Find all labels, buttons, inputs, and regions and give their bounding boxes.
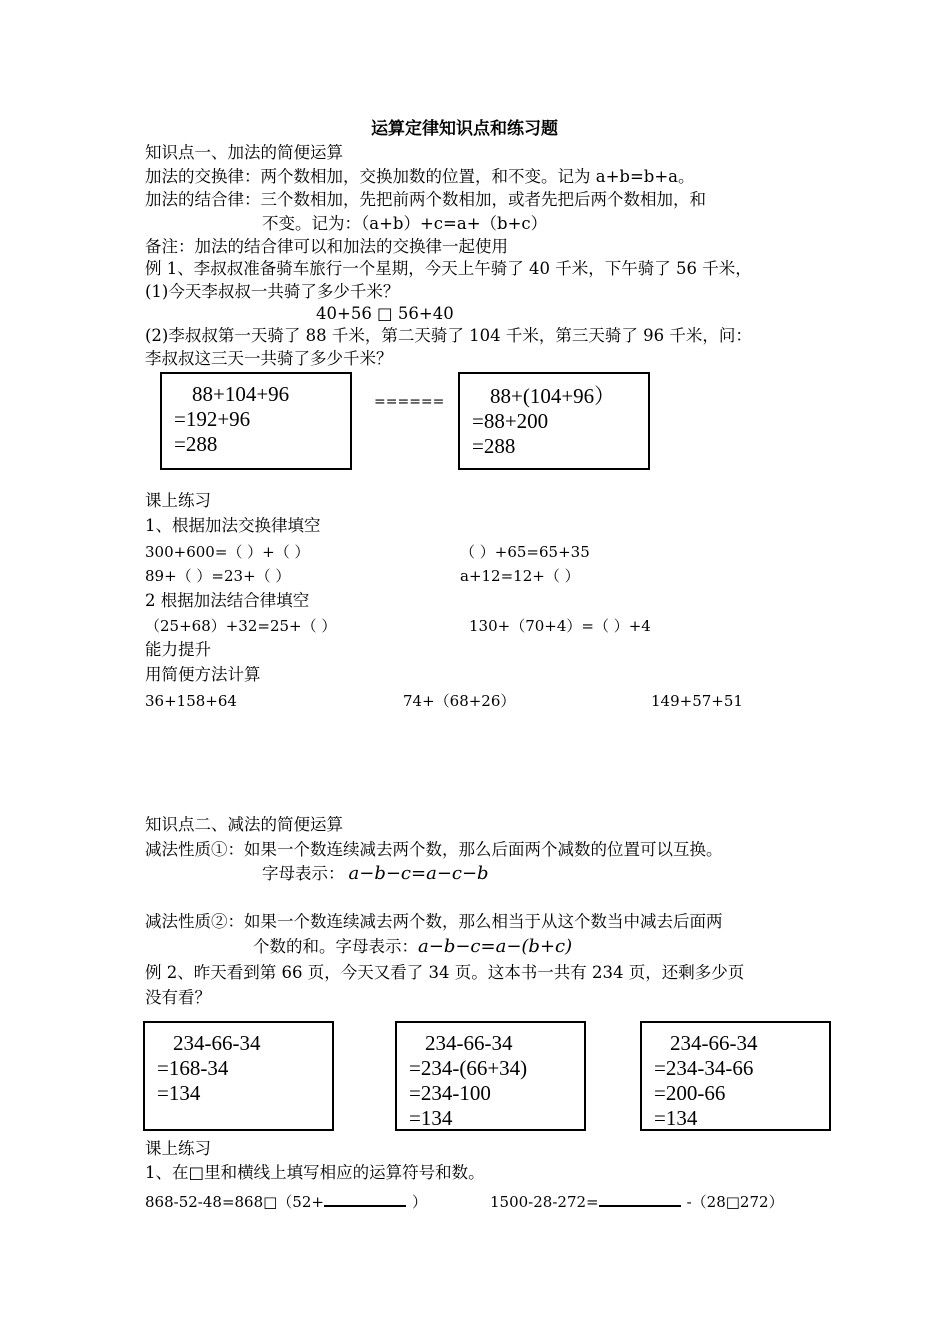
- solution-box-right: [458, 372, 650, 470]
- fill-left-expression: 868-52-48=868□（52+: [145, 1193, 324, 1211]
- box-line: 234-66-34: [173, 1031, 261, 1055]
- exercise-row2-right: a+12=12+（ ）: [460, 567, 580, 585]
- property2-formula: a−b−c=a−(b+c): [418, 936, 573, 957]
- answer-blank[interactable]: [599, 1189, 681, 1207]
- commutative-law: 加法的交换律：两个数相加，交换加数的位置，和不变。记为 a+b=b+a。: [145, 167, 695, 186]
- fill-left-close: ）: [411, 1193, 427, 1211]
- equals-sign: ======: [374, 394, 445, 410]
- box-line: =134: [157, 1081, 201, 1105]
- example1-question1: (1)今天李叔叔一共骑了多少千米？: [145, 282, 400, 301]
- exercise-row1-left: 300+600=（ ）+（ ）: [145, 543, 310, 561]
- subtraction-property2-line1: 减法性质②：如果一个数连续减去两个数，那么相当于从这个数当中减去后面两: [145, 912, 723, 931]
- property2-label-row: [253, 937, 572, 957]
- box-line: =234-34-66: [654, 1056, 754, 1080]
- solution-box-2: [395, 1021, 586, 1131]
- compare-expression: 40+56 □ 56+40: [316, 304, 454, 323]
- note: 备注：加法的结合律可以和加法的交换律一起使用: [145, 237, 508, 256]
- calc-problem-1: 36+158+64: [145, 692, 237, 710]
- solution-box-3: [640, 1021, 831, 1131]
- box-line: 234-66-34: [425, 1031, 513, 1055]
- fill-right-tail: -（28□272）: [686, 1193, 784, 1211]
- calc-problem-3: 149+57+51: [651, 692, 743, 710]
- box-line: =288: [174, 432, 218, 456]
- subtraction-property1: 减法性质①：如果一个数连续减去两个数，那么后面两个减数的位置可以互换。: [145, 840, 723, 859]
- example2-line1: 例 2、昨天看到第 66 页，今天又看了 34 页。这本书一共有 234 页，还剩多少页: [145, 963, 745, 982]
- calc-instruction: 用简便方法计算: [145, 665, 261, 684]
- fill-right-expression: 1500-28-272=: [490, 1193, 599, 1211]
- section1-heading: 知识点一、加法的简便运算: [145, 143, 343, 162]
- box-line: =134: [654, 1106, 698, 1130]
- box-line: =134: [409, 1106, 453, 1130]
- property1-label: 字母表示：: [262, 864, 345, 883]
- practice1-heading: 课上练习: [145, 491, 211, 510]
- fill-row-left: [145, 1189, 427, 1212]
- box-line: =192+96: [174, 407, 251, 431]
- box-line: 234-66-34: [670, 1031, 758, 1055]
- page-title: 运算定律知识点和练习题: [371, 119, 558, 139]
- box-line: 88+(104+96）: [490, 384, 616, 408]
- ability-heading: 能力提升: [145, 640, 211, 659]
- exercise-row3-right: 130+（70+4）=（ ）+4: [469, 617, 651, 635]
- solution-box-left: [160, 372, 352, 470]
- box-line: =234-100: [409, 1081, 491, 1105]
- exercise-row1-right: （ ）+65=65+35: [460, 543, 590, 561]
- exercise-row3-left: （25+68）+32=25+（ ）: [145, 617, 337, 635]
- exercise-row2-left: 89+（ ）=23+（ ）: [145, 567, 291, 585]
- box-line: =168-34: [157, 1056, 229, 1080]
- answer-blank[interactable]: [324, 1189, 406, 1207]
- fill-row-right: [490, 1189, 784, 1212]
- solution-box-1: [143, 1021, 334, 1131]
- example1-question2-line1: (2)李叔叔第一天骑了 88 千米，第二天骑了 104 千米，第三天骑了 96 千米，问：: [145, 326, 752, 345]
- practice1-item2: 2 根据加法结合律填空: [145, 591, 310, 610]
- property1-label-row: [262, 864, 489, 884]
- box-line: =288: [472, 434, 516, 458]
- associative-law-line2: 不变。记为：（a+b）+c=a+（b+c）: [262, 214, 548, 233]
- practice2-heading: 课上练习: [145, 1139, 211, 1158]
- practice1-item1: 1、根据加法交换律填空: [145, 516, 321, 535]
- example1: 例 1、李叔叔准备骑车旅行一个星期，今天上午骑了 40 千米，下午骑了 56 千米，: [145, 259, 752, 278]
- box-line: =88+200: [472, 409, 549, 433]
- calc-problem-2: 74+（68+26）: [403, 692, 516, 710]
- associative-law-line1: 加法的结合律：三个数相加，先把前两个数相加，或者先把后两个数相加，和: [145, 190, 706, 209]
- example2-line2: 没有看？: [145, 988, 211, 1007]
- box-line: 88+104+96: [192, 382, 290, 406]
- example1-question2-line2: 李叔叔这三天一共骑了多少千米？: [145, 349, 393, 368]
- box-line: =200-66: [654, 1081, 726, 1105]
- property2-label: 个数的和。字母表示：: [253, 937, 418, 956]
- property1-formula: a−b−c=a−c−b: [348, 863, 489, 884]
- section2-heading: 知识点二、减法的简便运算: [145, 815, 343, 834]
- box-line: =234-(66+34): [409, 1056, 528, 1080]
- practice2-item1: 1、在□里和横线上填写相应的运算符号和数。: [145, 1163, 485, 1182]
